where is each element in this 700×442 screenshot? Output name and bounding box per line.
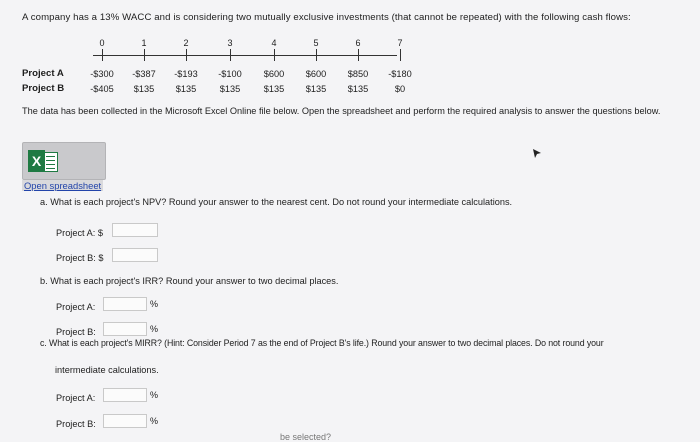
- excel-icon[interactable]: [22, 142, 106, 180]
- cash-flow-timeline: [76, 38, 416, 64]
- irr-project-b-input[interactable]: [103, 322, 147, 336]
- timeline-tick: [186, 49, 187, 61]
- mirr-project-b-unit: %: [150, 416, 159, 426]
- npv-project-a-input[interactable]: [112, 223, 158, 237]
- cash-flow-cell: -$387: [132, 69, 156, 79]
- question-b-project-b-label: Project B:: [56, 327, 96, 337]
- project-b-label: Project B: [22, 83, 65, 94]
- question-c-project-a-label: Project A:: [56, 393, 96, 403]
- timeline-tick: [316, 49, 317, 61]
- problem-intro: A company has a 13% WACC and is considering two mutually exclusive investments (that cannot be repeated) with the following cash flows:: [22, 12, 631, 23]
- question-c-project-b-label: Project B:: [56, 419, 96, 429]
- cash-flow-cell: -$405: [90, 84, 114, 94]
- timeline-tick: [144, 49, 145, 61]
- project-a-cash-flows: [76, 69, 436, 81]
- timeline-axis: [93, 55, 397, 56]
- period-label: 2: [183, 38, 189, 48]
- timeline-tick: [102, 49, 103, 61]
- data-note: The data has been collected in the Microsoft Excel Online file below. Open the spreadsheet and perform the required analysis to answer the questions below.: [22, 106, 661, 116]
- cash-flow-cell: $600: [263, 69, 285, 79]
- mirr-project-b-input[interactable]: [103, 414, 147, 428]
- period-label: 4: [271, 38, 277, 48]
- cash-flow-cell: $850: [347, 69, 369, 79]
- mirr-project-a-unit: %: [150, 390, 159, 400]
- cash-flow-cell: $135: [347, 84, 369, 94]
- period-label: 7: [397, 38, 403, 48]
- cash-flow-cell: $0: [394, 84, 406, 94]
- mirr-project-a-input[interactable]: [103, 388, 147, 402]
- irr-project-b-unit: %: [150, 324, 159, 334]
- cash-flow-cell: $600: [305, 69, 327, 79]
- cash-flow-cell: -$300: [90, 69, 114, 79]
- period-label: 3: [227, 38, 233, 48]
- excel-logo-icon: X: [28, 150, 58, 172]
- cutoff-question-fragment: be selected?: [280, 432, 332, 442]
- timeline-tick: [274, 49, 275, 61]
- project-b-cash-flows: [76, 84, 436, 96]
- irr-project-a-input[interactable]: [103, 297, 147, 311]
- question-b-project-a-label: Project A:: [56, 302, 96, 312]
- period-label: 0: [99, 38, 105, 48]
- timeline-tick: [400, 49, 401, 61]
- period-label: 1: [141, 38, 147, 48]
- question-a-text: a. What is each project's NPV? Round your answer to the nearest cent. Do not round your intermediate calculations.: [40, 197, 513, 207]
- cash-flow-cell: $135: [133, 84, 155, 94]
- irr-project-a-unit: %: [150, 299, 159, 309]
- cash-flow-cell: -$100: [218, 69, 242, 79]
- timeline-tick: [230, 49, 231, 61]
- cash-flow-cell: $135: [263, 84, 285, 94]
- period-label: 6: [355, 38, 361, 48]
- question-b-text: b. What is each project's IRR? Round your answer to two decimal places.: [40, 276, 339, 286]
- cash-flow-cell: -$180: [388, 69, 412, 79]
- question-c-text-continued: intermediate calculations.: [55, 365, 159, 375]
- question-a-project-b-label: Project B: $: [56, 253, 104, 263]
- cash-flow-cell: -$193: [174, 69, 198, 79]
- cash-flow-cell: $135: [219, 84, 241, 94]
- project-a-label: Project A: [22, 68, 64, 79]
- question-c-text: c. What is each project's MIRR? (Hint: Consider Period 7 as the end of Project B's life.) Round your answer to two decimal places. Do not round your: [40, 338, 604, 348]
- period-label: 5: [313, 38, 319, 48]
- mouse-cursor-icon: [532, 148, 542, 160]
- timeline-tick: [358, 49, 359, 61]
- cash-flow-cell: $135: [175, 84, 197, 94]
- npv-project-b-input[interactable]: [112, 248, 158, 262]
- open-spreadsheet-link[interactable]: Open spreadsheet: [24, 180, 102, 191]
- question-a-project-a-label: Project A: $: [56, 228, 103, 238]
- cash-flow-cell: $135: [305, 84, 327, 94]
